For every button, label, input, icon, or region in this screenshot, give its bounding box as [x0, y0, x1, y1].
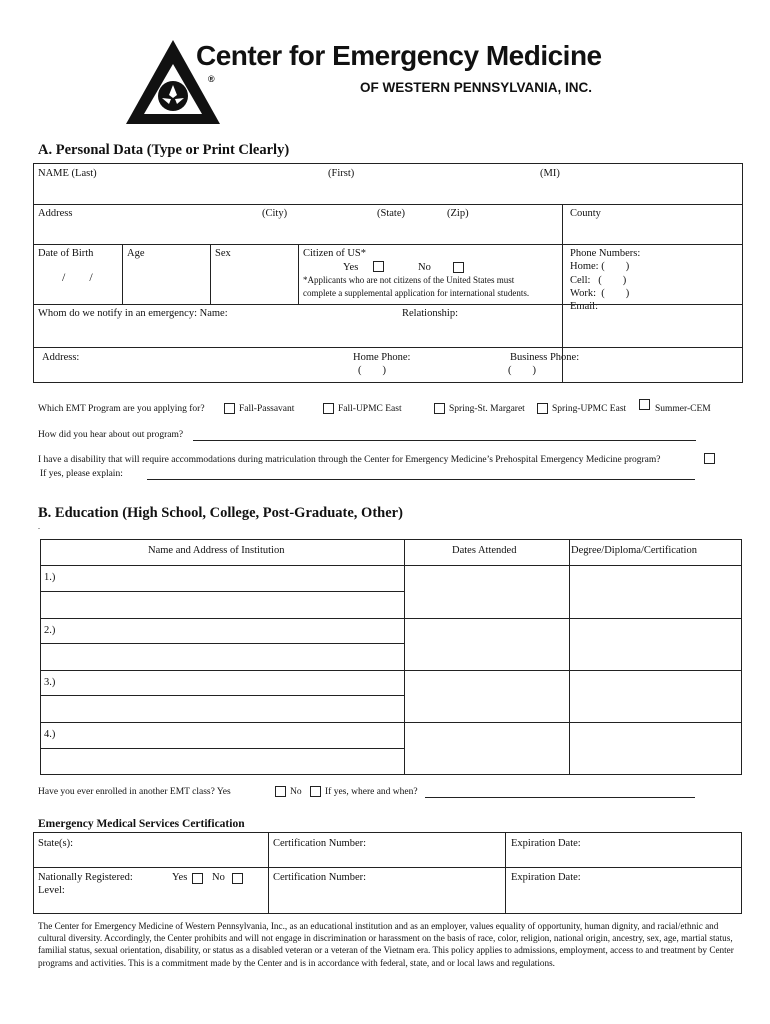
address-label: Address: [38, 208, 73, 219]
nat-reg-no-label: No: [212, 872, 225, 883]
citizen-label: Citizen of US*: [303, 248, 366, 259]
citizen-yes-checkbox[interactable]: [373, 261, 384, 272]
state-label: (State): [377, 208, 405, 219]
ems-expiration-label-2[interactable]: Expiration Date:: [511, 872, 581, 883]
divider: [210, 244, 211, 305]
age-label: Age: [127, 248, 145, 259]
divider: [505, 832, 506, 914]
fall-passavant-checkbox[interactable]: [224, 403, 235, 414]
name-mi-label: (MI): [540, 168, 560, 179]
business-phone-area[interactable]: ( ): [508, 365, 536, 376]
section-b-dot: .: [38, 522, 40, 531]
name-first-label: (First): [328, 168, 355, 179]
summer-cem-checkbox[interactable]: [639, 399, 650, 410]
dob-field[interactable]: / /: [62, 270, 93, 284]
ems-title: Emergency Medical Services Certification: [38, 818, 245, 830]
education-table: [40, 539, 742, 775]
row-divider: [40, 748, 404, 749]
business-phone-label: Business Phone:: [510, 352, 580, 363]
education-row-3[interactable]: 3.): [44, 677, 56, 688]
citizen-no-checkbox[interactable]: [453, 262, 464, 273]
fall-upmc-east-label: Fall-UPMC East: [338, 404, 402, 414]
divider: [122, 244, 123, 305]
col-degree: Degree/Diploma/Certification: [571, 545, 697, 556]
enrolled-ifyes-label: If yes, where and when?: [325, 787, 418, 797]
row-divider: [40, 643, 404, 644]
citizen-yes-label: Yes: [343, 262, 359, 273]
section-b-title: B. Education (High School, College, Post-Graduate, Other): [38, 505, 403, 521]
fall-upmc-east-checkbox[interactable]: [323, 403, 334, 414]
row-divider: [40, 722, 742, 723]
fall-passavant-label: Fall-Passavant: [239, 404, 295, 414]
col-dates: Dates Attended: [452, 545, 517, 556]
hear-question: How did you hear about out program?: [38, 430, 184, 440]
enrolled-no-checkbox[interactable]: [310, 786, 321, 797]
emergency-address-label: Address:: [42, 352, 80, 363]
disability-question: I have a disability that will require accommodations during matriculation through the Center for Emergency Medicine’s Prehospital Emergency Medicine program?: [38, 455, 661, 465]
phone-numbers-label: Phone Numbers:: [570, 248, 641, 259]
ems-cert-number-label-2[interactable]: Certification Number:: [273, 872, 367, 883]
row-divider: [40, 591, 404, 592]
policy-text: The Center for Emergency Medicine of Western Pennsylvania, Inc., as an educational institution and as an employer, values equality of opportunity, human dignity, and racial/ethnic and cultural diversity. Accordingly, the Center prohibits and will not engage in discrimination or harassment on the basis of race, color, religion, national origin, ancestry, sex, age, martial status, familial status, sexual orientation, disability, or status as a disabled veteran or a veteran of the Vietnam era. This policy applies to admissions, employment, access to and treatment by Center programs and activities. This is a commitment made by the Center and is in accordance with federal, state, and or local laws and regulations.: [38, 921, 734, 968]
emergency-name-label: Whom do we notify in an emergency: Name:: [38, 308, 228, 319]
row-divider: [40, 695, 404, 696]
explain-label: If yes, please explain:: [40, 469, 123, 479]
enrolled-answer-line[interactable]: [425, 797, 695, 798]
education-row-4[interactable]: 4.): [44, 729, 56, 740]
dob-label: Date of Birth: [38, 248, 94, 259]
divider: [562, 304, 563, 348]
name-row[interactable]: [33, 163, 743, 205]
org-subtitle: OF WESTERN PENNSYLVANIA, INC.: [360, 80, 593, 95]
divider: [404, 539, 405, 775]
divider: [569, 539, 570, 775]
citizen-no-label: No: [418, 262, 431, 273]
program-question: Which EMT Program are you applying for?: [38, 404, 205, 414]
ems-expiration-label[interactable]: Expiration Date:: [511, 838, 581, 849]
education-row-2[interactable]: 2.): [44, 625, 56, 636]
education-row-1[interactable]: 1.): [44, 572, 56, 583]
relationship-label: Relationship:: [402, 308, 458, 319]
name-last-label: NAME (Last): [38, 168, 97, 179]
work-phone-field[interactable]: Work: ( ): [570, 288, 630, 299]
county-label: County: [570, 208, 601, 219]
city-label: (City): [262, 208, 288, 219]
org-name: Center for Emergency Medicine: [196, 40, 602, 71]
ems-table: [33, 832, 742, 914]
zip-label: (Zip): [447, 208, 469, 219]
ems-cert-number-label[interactable]: Certification Number:: [273, 838, 367, 849]
summer-cem-label: Summer-CEM: [655, 404, 711, 414]
ems-states-label[interactable]: State(s):: [38, 838, 73, 849]
sex-label: Sex: [215, 248, 231, 259]
row-divider: [40, 670, 742, 671]
enrolled-no-label: No: [290, 787, 302, 797]
email-label: Email:: [570, 301, 598, 312]
spring-upmc-east-checkbox[interactable]: [537, 403, 548, 414]
spring-st-margaret-label: Spring-St. Margaret: [449, 404, 525, 414]
divider: [298, 244, 299, 305]
nat-reg-yes-label: Yes: [172, 872, 188, 883]
row-divider: [33, 867, 742, 868]
home-phone-area[interactable]: ( ): [358, 365, 386, 376]
home-phone-field[interactable]: Home: ( ): [570, 261, 630, 272]
cell-phone-field[interactable]: Cell: ( ): [570, 275, 627, 286]
registered-mark: ®: [208, 74, 215, 84]
nat-reg-no-checkbox[interactable]: [232, 873, 243, 884]
citizen-note-line1: *Applicants who are not citizens of the United States must: [303, 275, 515, 285]
col-institution: Name and Address of Institution: [148, 545, 285, 556]
section-a-title: A. Personal Data (Type or Print Clearly): [38, 142, 290, 158]
spring-st-margaret-checkbox[interactable]: [434, 403, 445, 414]
spring-upmc-east-label: Spring-UPMC East: [552, 404, 627, 414]
row-divider: [40, 618, 742, 619]
disability-checkbox[interactable]: [704, 453, 715, 464]
explain-answer-line[interactable]: [147, 479, 695, 480]
home-phone-label: Home Phone:: [353, 352, 411, 363]
citizen-note-line2: complete a supplemental application for international students.: [303, 288, 530, 298]
divider: [268, 832, 269, 914]
enrolled-yes-checkbox[interactable]: [275, 786, 286, 797]
level-label[interactable]: Level:: [38, 885, 65, 896]
nat-reg-yes-checkbox[interactable]: [192, 873, 203, 884]
education-header-divider: [40, 565, 742, 566]
enrolled-question: Have you ever enrolled in another EMT class? Yes: [38, 787, 231, 797]
nat-reg-label: Nationally Registered:: [38, 872, 133, 883]
hear-answer-line[interactable]: [193, 440, 696, 441]
divider: [562, 204, 563, 245]
